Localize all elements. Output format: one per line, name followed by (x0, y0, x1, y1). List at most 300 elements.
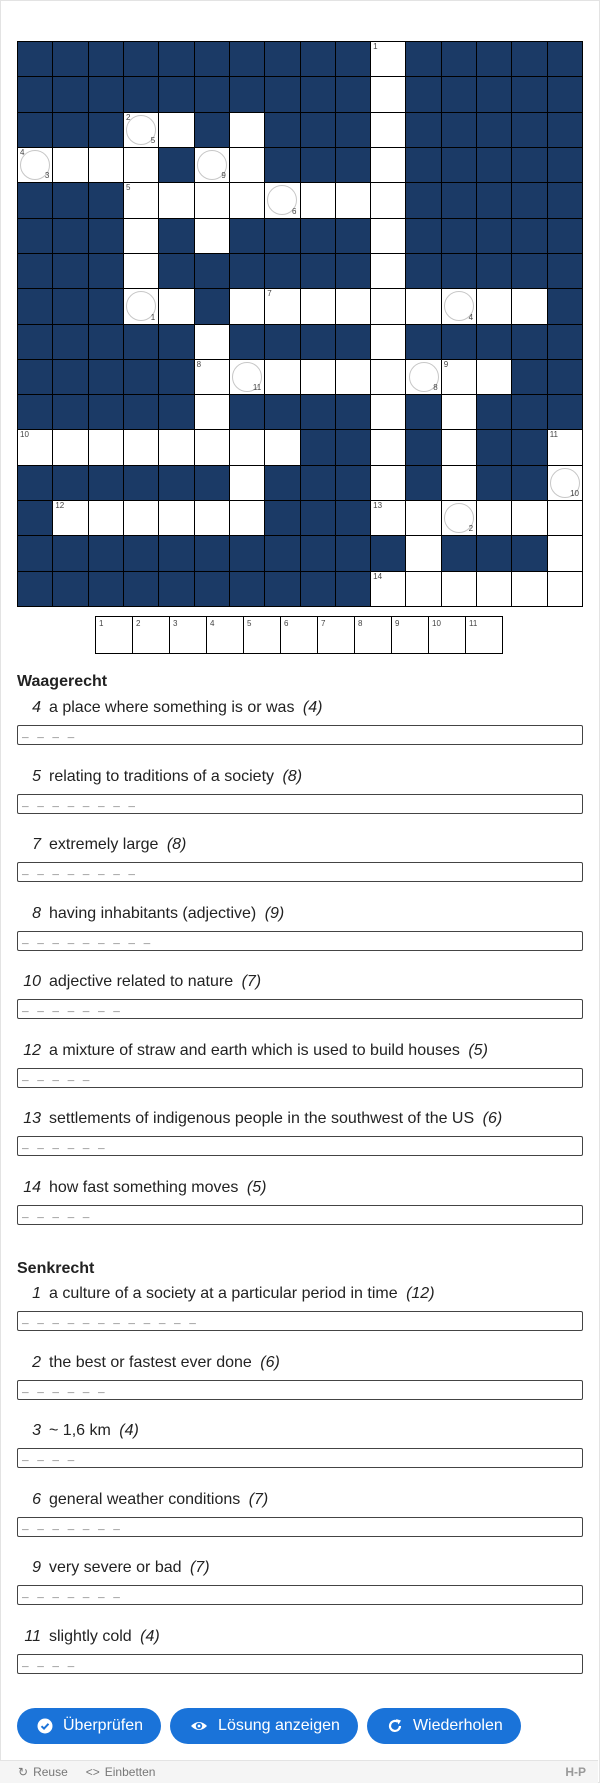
crossword-block (406, 466, 440, 500)
crossword-block (230, 395, 264, 429)
clue-description: settlements of indigenous people in the southwest of the US (49, 1110, 475, 1127)
crossword-block (89, 113, 123, 147)
solution-index: 2 (468, 524, 474, 534)
crossword-block (512, 395, 546, 429)
check-button[interactable] (17, 1708, 161, 1744)
crossword-block (512, 360, 546, 394)
crossword-cell[interactable] (18, 148, 52, 182)
code-icon: <> (85, 1765, 100, 1779)
reuse-link[interactable] (18, 1765, 68, 1779)
crossword-cell[interactable] (371, 219, 405, 253)
crossword-block (89, 219, 123, 253)
clue-length: (6) (260, 1353, 280, 1371)
crossword-cell[interactable] (89, 148, 123, 182)
crossword-cell[interactable] (195, 501, 229, 535)
embed-link[interactable] (86, 1765, 156, 1779)
h5p-logo: H-P (565, 1765, 586, 1779)
crossword-block (195, 77, 229, 111)
clue-answer-input[interactable]: _ _ _ _ _ _ _ _ (17, 862, 583, 882)
crossword-cell[interactable] (336, 289, 370, 323)
crossword-block (301, 77, 335, 111)
crossword-block (477, 430, 511, 464)
crossword-block (477, 183, 511, 217)
crossword-cell[interactable] (159, 289, 193, 323)
crossword-block (548, 325, 582, 359)
crossword-cell[interactable] (371, 183, 405, 217)
solution-box (318, 617, 355, 653)
crossword-cell[interactable] (230, 183, 264, 217)
clue-number: 9 (443, 359, 449, 369)
crossword-grid (17, 41, 583, 607)
clue-description: the best or fastest ever done (49, 1353, 252, 1371)
crossword-cell[interactable] (371, 395, 405, 429)
clue-answer-input[interactable]: _ _ _ _ _ _ _ (17, 1585, 583, 1605)
crossword-cell[interactable] (371, 113, 405, 147)
clue-description: relating to traditions of a society (49, 767, 275, 785)
crossword-block (53, 360, 87, 394)
crossword-cell[interactable] (159, 430, 193, 464)
crossword-block (512, 254, 546, 288)
crossword-block (548, 395, 582, 429)
crossword-cell[interactable] (159, 183, 193, 217)
crossword-cell[interactable] (548, 572, 582, 606)
crossword-cell[interactable] (265, 289, 299, 323)
crossword-block (230, 219, 264, 253)
crossword-block (18, 77, 52, 111)
crossword-block (548, 113, 582, 147)
clue-number: 1 (32, 1285, 41, 1302)
clue-item (17, 972, 583, 1019)
crossword-cell[interactable] (195, 183, 229, 217)
crossword-block (230, 42, 264, 76)
clue-description: having inhabitants (adjective) (49, 904, 257, 922)
crossword-block (18, 289, 52, 323)
crossword-block (301, 466, 335, 500)
crossword-block (512, 42, 546, 76)
solution-index: 9 (221, 171, 226, 181)
crossword-block (18, 113, 52, 147)
crossword-cell[interactable] (53, 148, 87, 182)
crossword-cell[interactable] (371, 254, 405, 288)
clue-number: 10 (20, 430, 29, 440)
crossword-block (512, 113, 546, 147)
crossword-block (442, 325, 476, 359)
crossword-block (89, 395, 123, 429)
crossword-block (53, 395, 87, 429)
crossword-cell[interactable] (371, 289, 405, 323)
crossword-cell[interactable] (371, 466, 405, 500)
crossword-block (301, 501, 335, 535)
clue-answer-input[interactable]: _ _ _ _ _ _ _ (17, 1517, 583, 1537)
clue-answer-input[interactable]: _ _ _ _ _ _ _ (17, 999, 583, 1019)
crossword-block (336, 148, 370, 182)
solution-index: 6 (292, 206, 297, 216)
crossword-cell[interactable] (159, 113, 193, 147)
clue-item (17, 1558, 583, 1605)
crossword-cell[interactable] (53, 430, 87, 464)
clue-description: a culture of a society at a particular period in time (49, 1285, 398, 1302)
clue-length: (9) (264, 904, 285, 922)
crossword-block (477, 148, 511, 182)
crossword-cell[interactable] (442, 430, 476, 464)
clue-number: 4 (32, 699, 41, 716)
clue-text (17, 767, 583, 787)
crossword-cell[interactable] (477, 360, 511, 394)
crossword-cell[interactable] (371, 148, 405, 182)
clue-answer-input[interactable]: _ _ _ _ _ _ _ _ _ _ _ _ (17, 1311, 583, 1331)
crossword-block (265, 466, 299, 500)
crossword-block (548, 42, 582, 76)
clue-number: 13 (23, 1110, 41, 1127)
crossword-cell[interactable] (371, 77, 405, 111)
crossword-block (336, 219, 370, 253)
crossword-block (301, 254, 335, 288)
crossword-block (406, 113, 440, 147)
crossword-cell[interactable] (230, 430, 264, 464)
crossword-block (53, 77, 87, 111)
solution-box (466, 617, 503, 653)
crossword-cell[interactable] (477, 501, 511, 535)
crossword-cell[interactable] (371, 501, 405, 535)
crossword-block (124, 42, 158, 76)
crossword-block (230, 536, 264, 570)
crossword-cell[interactable] (442, 466, 476, 500)
crossword-block (124, 572, 158, 606)
crossword-block (406, 395, 440, 429)
crossword-cell[interactable] (336, 360, 370, 394)
solution-box-number: 6 (284, 619, 289, 628)
crossword-cell[interactable] (371, 430, 405, 464)
check-button-label: Überprüfen (63, 1717, 144, 1734)
clue-length: (8) (166, 836, 187, 853)
clue-number: 7 (267, 289, 272, 299)
clue-length: (7) (248, 1490, 269, 1508)
crossword-block (477, 325, 511, 359)
crossword-cell[interactable] (124, 113, 158, 147)
crossword-block (124, 395, 158, 429)
crossword-block (336, 42, 370, 76)
crossword-cell[interactable] (442, 395, 476, 429)
crossword-cell[interactable] (230, 113, 264, 147)
clue-answer-input[interactable]: _ _ _ _ _ (17, 1068, 583, 1088)
crossword-block (442, 219, 476, 253)
crossword-block (53, 536, 87, 570)
crossword-block (477, 536, 511, 570)
clue-answer-input[interactable]: _ _ _ _ _ _ (17, 1380, 583, 1400)
crossword-block (159, 395, 193, 429)
solution-index: 8 (433, 383, 438, 393)
clue-number: 7 (32, 836, 41, 853)
retry-button-label: Wiederholen (412, 1717, 503, 1734)
crossword-cell[interactable] (195, 325, 229, 359)
crossword-block (159, 254, 193, 288)
clue-number: 14 (23, 1178, 41, 1196)
clue-item (17, 1421, 583, 1468)
clue-item (17, 698, 583, 745)
crossword-block (442, 42, 476, 76)
clue-text (17, 1627, 583, 1647)
clue-number: 14 (373, 571, 383, 581)
clue-number: 2 (125, 112, 131, 122)
crossword-cell[interactable] (371, 42, 405, 76)
crossword-block (89, 536, 123, 570)
crossword-cell[interactable] (124, 148, 158, 182)
action-buttons (17, 1708, 521, 1744)
crossword-cell[interactable] (265, 430, 299, 464)
crossword-cell[interactable] (230, 360, 264, 394)
crossword-cell[interactable] (195, 430, 229, 464)
embed-label: Einbetten (104, 1765, 156, 1779)
crossword-cell[interactable] (406, 360, 440, 394)
solution-box-number: 2 (136, 619, 141, 628)
crossword-block (442, 113, 476, 147)
crossword-cell[interactable] (159, 501, 193, 535)
crossword-cell[interactable] (442, 501, 476, 535)
clue-length: (8) (282, 767, 303, 785)
crossword-cell[interactable] (230, 501, 264, 535)
crossword-block (477, 254, 511, 288)
crossword-cell[interactable] (548, 501, 582, 535)
reuse-label: Reuse (33, 1765, 68, 1779)
crossword-cell[interactable] (53, 501, 87, 535)
clue-item (17, 1109, 583, 1156)
crossword-block (336, 395, 370, 429)
solution-box (281, 617, 318, 653)
crossword-cell[interactable] (89, 430, 123, 464)
crossword-block (477, 77, 511, 111)
clue-number: 11 (549, 430, 558, 440)
clue-text (17, 904, 583, 924)
crossword-cell[interactable] (548, 536, 582, 570)
crossword-block (159, 536, 193, 570)
clue-item (17, 1178, 583, 1225)
solution-box-number: 10 (432, 619, 441, 628)
crossword-block (265, 148, 299, 182)
clue-number: 5 (32, 767, 41, 785)
crossword-block (406, 430, 440, 464)
clue-number: 9 (32, 1559, 41, 1576)
clue-length: (7) (241, 973, 262, 990)
crossword-cell[interactable] (477, 289, 511, 323)
crossword-block (512, 430, 546, 464)
crossword-block (18, 254, 52, 288)
crossword-block (124, 325, 158, 359)
crossword-block (301, 572, 335, 606)
crossword-cell[interactable] (18, 430, 52, 464)
crossword-block (18, 42, 52, 76)
crossword-cell[interactable] (406, 501, 440, 535)
crossword-block (18, 395, 52, 429)
crossword-cell[interactable] (512, 501, 546, 535)
crossword-cell[interactable] (442, 572, 476, 606)
crossword-cell[interactable] (406, 572, 440, 606)
crossword-block (442, 77, 476, 111)
crossword-cell[interactable] (442, 289, 476, 323)
crossword-cell[interactable] (124, 219, 158, 253)
clue-length: (5) (246, 1178, 267, 1196)
solution-box-number: 7 (321, 619, 326, 628)
crossword-block (512, 219, 546, 253)
crossword-block (89, 42, 123, 76)
crossword-cell[interactable] (512, 572, 546, 606)
show-solution-button-label: Lösung anzeigen (218, 1717, 340, 1734)
clue-number: 6 (32, 1490, 41, 1508)
crossword-block (265, 42, 299, 76)
crossword-block (336, 501, 370, 535)
crossword-cell[interactable] (124, 183, 158, 217)
crossword-cell[interactable] (124, 501, 158, 535)
crossword-cell[interactable] (89, 501, 123, 535)
clue-text (17, 1284, 583, 1304)
clue-answer-input[interactable]: _ _ _ _ _ _ _ _ _ (17, 931, 583, 951)
crossword-cell[interactable] (406, 289, 440, 323)
crossword-block (159, 148, 193, 182)
crossword-cell[interactable] (301, 289, 335, 323)
crossword-cell[interactable] (230, 148, 264, 182)
crossword-block (265, 572, 299, 606)
crossword-block (512, 325, 546, 359)
clue-number: 3 (32, 1422, 41, 1439)
clue-answer-input[interactable]: _ _ _ _ _ (17, 1205, 583, 1225)
crossword-block (442, 148, 476, 182)
crossword-block (336, 113, 370, 147)
crossword-block (195, 536, 229, 570)
clue-item (17, 1490, 583, 1537)
crossword-block (406, 42, 440, 76)
crossword-block (89, 183, 123, 217)
crossword-block (124, 360, 158, 394)
clue-text (17, 1109, 583, 1129)
crossword-block (336, 430, 370, 464)
crossword-cell[interactable] (301, 360, 335, 394)
solution-index: 11 (252, 383, 262, 393)
crossword-cell[interactable] (230, 466, 264, 500)
solution-box-number: 5 (247, 619, 252, 628)
crossword-block (548, 148, 582, 182)
solution-index: 4 (468, 312, 474, 322)
crossword-block (301, 430, 335, 464)
clue-item (17, 1041, 583, 1088)
clue-text (17, 1353, 583, 1373)
solution-box (207, 617, 244, 653)
crossword-block (477, 219, 511, 253)
crossword-block (89, 360, 123, 394)
crossword-block (89, 77, 123, 111)
clue-answer-input[interactable]: _ _ _ _ _ _ _ _ (17, 794, 583, 814)
crossword-cell[interactable] (265, 360, 299, 394)
crossword-block (477, 113, 511, 147)
solution-box-number: 1 (99, 619, 104, 628)
crossword-cell[interactable] (442, 360, 476, 394)
clue-number: 2 (32, 1353, 41, 1371)
clue-number: 5 (125, 183, 131, 193)
crossword-block (53, 325, 87, 359)
solution-index: 1 (150, 312, 156, 322)
crossword-cell[interactable] (195, 395, 229, 429)
crossword-block (336, 536, 370, 570)
crossword-block (477, 395, 511, 429)
crossword-block (336, 77, 370, 111)
clue-item (17, 904, 583, 951)
crossword-cell[interactable] (371, 325, 405, 359)
crossword-cell[interactable] (230, 289, 264, 323)
crossword-block (512, 466, 546, 500)
solution-word-boxes (95, 616, 503, 654)
crossword-block (195, 113, 229, 147)
clue-text (17, 972, 583, 992)
crossword-block (477, 42, 511, 76)
clue-text (17, 835, 583, 855)
crossword-block (548, 219, 582, 253)
clue-text (17, 1558, 583, 1578)
clue-description: how fast something moves (49, 1178, 239, 1196)
crossword-cell[interactable] (477, 572, 511, 606)
clue-item (17, 835, 583, 882)
clue-answer-input[interactable]: _ _ _ _ (17, 1654, 583, 1674)
clue-length: (7) (189, 1559, 210, 1576)
clue-answer-input[interactable]: _ _ _ _ _ _ (17, 1136, 583, 1156)
crossword-cell[interactable] (265, 183, 299, 217)
crossword-block (53, 254, 87, 288)
crossword-block (336, 325, 370, 359)
crossword-block (195, 289, 229, 323)
clue-number: 12 (55, 501, 65, 511)
crossword-cell[interactable] (336, 183, 370, 217)
crossword-block (53, 572, 87, 606)
crossword-block (442, 254, 476, 288)
solution-box-number: 4 (210, 619, 215, 628)
crossword-cell[interactable] (195, 360, 229, 394)
clue-text (17, 1041, 583, 1061)
crossword-block (336, 466, 370, 500)
crossword-cell[interactable] (301, 183, 335, 217)
crossword-cell[interactable] (124, 254, 158, 288)
crossword-cell[interactable] (406, 536, 440, 570)
clue-description: a place where something is or was (49, 699, 295, 716)
across-heading: Waagerecht (17, 673, 108, 690)
crossword-block (301, 42, 335, 76)
clue-answer-input[interactable]: _ _ _ _ (17, 1448, 583, 1468)
crossword-block (548, 77, 582, 111)
clue-number: 8 (32, 904, 41, 922)
crossword-block (301, 219, 335, 253)
eye-icon (190, 1718, 208, 1734)
crossword-block (195, 466, 229, 500)
clue-number: 10 (23, 973, 41, 990)
crossword-block (406, 77, 440, 111)
crossword-block (301, 148, 335, 182)
solution-box (355, 617, 392, 653)
crossword-block (406, 325, 440, 359)
crossword-block (89, 289, 123, 323)
crossword-cell[interactable] (124, 289, 158, 323)
clue-answer-input[interactable]: _ _ _ _ (17, 725, 583, 745)
crossword-block (512, 148, 546, 182)
retry-button[interactable] (367, 1708, 521, 1744)
crossword-cell[interactable] (195, 219, 229, 253)
clue-description: extremely large (49, 836, 159, 853)
crossword-cell[interactable] (371, 360, 405, 394)
crossword-cell[interactable] (548, 466, 582, 500)
crossword-cell[interactable] (548, 430, 582, 464)
show-solution-button[interactable] (170, 1708, 358, 1744)
crossword-block (265, 77, 299, 111)
crossword-cell[interactable] (512, 289, 546, 323)
crossword-cell[interactable] (371, 572, 405, 606)
solution-index: 3 (44, 171, 50, 181)
crossword-cell[interactable] (195, 148, 229, 182)
crossword-cell[interactable] (124, 430, 158, 464)
